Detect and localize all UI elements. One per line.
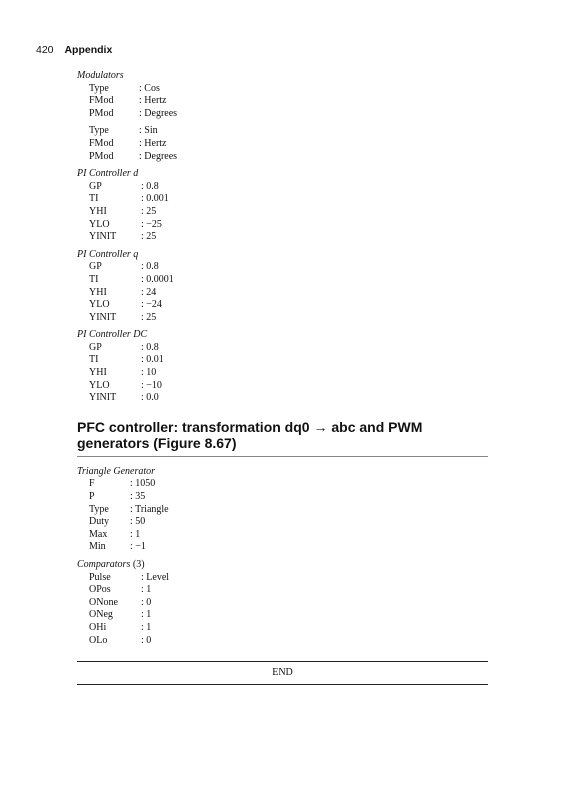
section-heading: PFC controller: transformation dq0 → abc and PWM generators (Figure 8.67) [77, 419, 488, 457]
param-row [77, 287, 488, 300]
param-key: FMod [89, 95, 114, 107]
param-value: : 0.0001 [141, 273, 174, 285]
param-value: : 25 [141, 205, 157, 217]
param-row [77, 83, 488, 96]
block-title: Modulators [77, 70, 124, 81]
param-row [77, 151, 488, 164]
param-key: Pulse [89, 571, 111, 583]
param-value: : Hertz [139, 95, 167, 107]
param-key: GP [89, 261, 102, 273]
param-key: F [89, 478, 95, 490]
param-key: ONeg [89, 609, 113, 621]
param-row [77, 635, 488, 648]
block-title [77, 559, 488, 572]
page-number: 420 [36, 44, 54, 56]
param-row [77, 261, 488, 274]
param-value: : 1050 [130, 478, 156, 490]
param-value: : −1 [130, 541, 146, 553]
triangle-generator-block [77, 466, 488, 554]
param-key: P [89, 491, 95, 503]
param-key: Type [89, 125, 109, 137]
param-key: YHI [89, 205, 107, 217]
param-row [77, 312, 488, 325]
param-key: OPos [89, 584, 111, 596]
block-title: Triangle Generator [77, 465, 156, 477]
param-key: YINIT [89, 392, 117, 404]
param-value: : 35 [130, 491, 146, 503]
param-value: : 24 [141, 286, 157, 298]
param-key: Type [89, 82, 109, 94]
param-row [77, 584, 488, 597]
param-row [77, 622, 488, 635]
pi-controller-dc-block [77, 329, 488, 405]
param-value: : 0.8 [141, 261, 159, 273]
param-key: Min [89, 541, 106, 553]
param-value: : Hertz [139, 137, 167, 149]
param-row [77, 491, 488, 504]
param-key: FMod [89, 137, 114, 149]
param-value: : Cos [139, 82, 160, 94]
param-row [77, 529, 488, 542]
block-title: PI Controller d [77, 168, 139, 180]
param-key: GP [89, 180, 102, 192]
param-value: : 0.0 [141, 392, 159, 404]
param-row [77, 380, 488, 393]
param-value: : 1 [141, 584, 152, 596]
param-value: : −24 [141, 299, 162, 311]
end-bar [77, 661, 488, 685]
param-row [77, 108, 488, 121]
param-row [77, 572, 488, 585]
param-value: : 0 [141, 596, 152, 608]
param-row [77, 125, 488, 138]
param-row [77, 597, 488, 610]
param-row [77, 231, 488, 244]
param-value: : 0.001 [141, 193, 169, 205]
param-value: : Degrees [139, 150, 178, 162]
param-key: Type [89, 503, 109, 515]
param-group [77, 83, 488, 121]
param-value: : 0 [141, 634, 152, 646]
comparators-block [77, 559, 488, 647]
param-key: YINIT [89, 311, 117, 323]
param-value: : 10 [141, 367, 157, 379]
param-value: : 0.8 [141, 180, 159, 192]
param-row [77, 299, 488, 312]
param-value: : 1 [141, 609, 152, 621]
param-key: OHi [89, 621, 107, 633]
param-key: YLO [89, 299, 110, 311]
param-key: Duty [89, 516, 109, 528]
param-key: PMod [89, 107, 114, 119]
param-key: YHI [89, 286, 107, 298]
param-row [77, 219, 488, 232]
param-value: : 25 [141, 311, 157, 323]
param-key: Max [89, 528, 108, 540]
param-value: : 1 [130, 528, 141, 540]
param-value: : −10 [141, 379, 162, 391]
param-key: PMod [89, 150, 114, 162]
param-value: : 25 [141, 231, 157, 243]
param-key: TI [89, 273, 99, 285]
param-key: YLO [89, 379, 110, 391]
param-value: : Degrees [139, 107, 178, 119]
param-value: : Sin [139, 125, 158, 137]
pi-controller-d-block [77, 168, 488, 244]
param-row [77, 193, 488, 206]
param-value: : 0.8 [141, 341, 159, 353]
param-value: : 1 [141, 621, 152, 633]
param-value: : 50 [130, 516, 146, 528]
param-key: ONone [89, 596, 118, 608]
param-row [77, 504, 488, 517]
page-content [77, 70, 488, 685]
param-row [77, 95, 488, 108]
param-row [77, 206, 488, 219]
param-row [77, 181, 488, 194]
param-key: TI [89, 354, 99, 366]
comparators-count: (3) [130, 559, 145, 570]
param-key: YLO [89, 218, 110, 230]
param-group [77, 125, 488, 163]
end-label: END [272, 667, 293, 679]
block-title: PI Controller q [77, 248, 139, 260]
param-row [77, 342, 488, 355]
modulators-block [77, 70, 488, 163]
param-row [77, 609, 488, 622]
param-value: : 0.01 [141, 354, 164, 366]
param-key: GP [89, 341, 102, 353]
param-key: OLo [89, 634, 108, 646]
param-key: TI [89, 193, 99, 205]
param-row [77, 392, 488, 405]
pi-controller-q-block [77, 249, 488, 325]
comparators-title: Comparators [77, 559, 131, 570]
param-row [77, 478, 488, 491]
param-row [77, 274, 488, 287]
running-header [36, 44, 112, 56]
param-value: : Triangle [130, 503, 169, 515]
param-row [77, 516, 488, 529]
block-title: PI Controller DC [77, 329, 148, 341]
param-key: YHI [89, 367, 107, 379]
param-value: : Level [141, 571, 170, 583]
param-value: : −25 [141, 218, 162, 230]
param-row [77, 138, 488, 151]
param-row [77, 367, 488, 380]
param-key: YINIT [89, 231, 117, 243]
running-title: Appendix [64, 44, 113, 56]
param-row [77, 541, 488, 554]
param-row [77, 354, 488, 367]
